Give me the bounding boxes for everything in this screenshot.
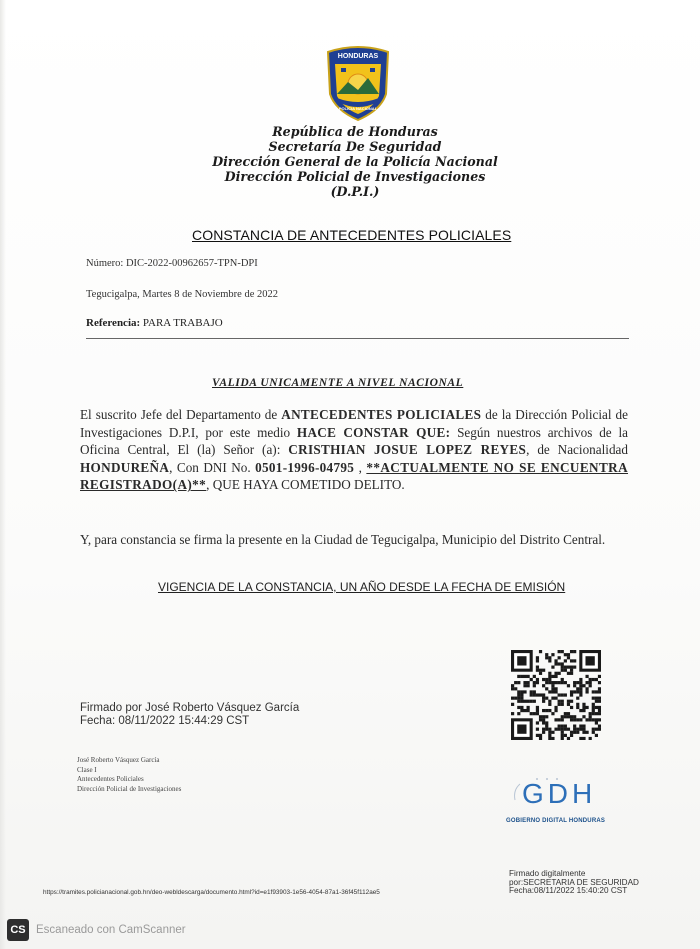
verification-url[interactable]: https://tramites.policianacional.gob.hn/deo-webldescarga/documento.html?id=e1f93903-1e56-4054-87a1-36f45f112ae5: [43, 889, 380, 896]
reference: [86, 317, 223, 329]
header-line-secretaria: Secretaría De Seguridad: [268, 139, 442, 154]
record-status: **ACTUALMENTE NO SE ENCUENTRA REGISTRADO(A)**: [80, 459, 629, 493]
badge-bottom-text: POLICIA NACIONAL: [338, 106, 378, 111]
institution-header: [200, 124, 510, 199]
document-number: Número: DIC-2022-00962657-TPN-DPI: [86, 258, 258, 269]
department-name: ANTECEDENTES POLICIALES: [281, 407, 482, 422]
signed-date: Fecha: 08/11/2022 15:44:29 CST: [80, 715, 250, 727]
body-text-3: Según nuestros archivos de la Oficina Central, El (la) Señor (a):: [80, 424, 628, 458]
document-title: CONSTANCIA DE ANTECEDENTES POLICIALES: [192, 227, 512, 243]
badge-top-text: HONDURAS: [337, 53, 379, 60]
city-date: Tegucigalpa, Martes 8 de Noviembre de 2022: [86, 289, 278, 300]
signatory-directorate: Dirección Policial de Investigaciones: [77, 784, 182, 793]
body-text-7: , QUE HAYA COMETIDO DELITO.: [206, 477, 405, 493]
body-text-2: de la Dirección Policial de Investigaciones D.P.I, por este medio: [80, 407, 628, 440]
closing-paragraph: Y, para constancia se firma la presente en la Ciudad de Tegucigalpa, Municipio del Distrito Central.: [80, 532, 606, 547]
digital-signature-line-2: por:SECRETARIA DE SEGURIDAD: [509, 877, 639, 887]
signatory-rank: Clase I: [77, 765, 97, 774]
header-line-direccion-general: Dirección General de la Policía Nacional: [212, 154, 498, 169]
gdh-logo-text: GDH: [522, 778, 597, 809]
gdh-subtitle: GOBIERNO DIGITAL HONDURAS: [506, 818, 606, 824]
signed-by-name: Firmado por José Roberto Vásquez García: [80, 702, 300, 714]
body-text-5: , Con DNI No.: [169, 459, 256, 475]
dni-number: 0501-1996-04795: [255, 459, 355, 475]
digital-signature-line-3: Fecha:08/11/2022 15:40:20 CST: [509, 886, 628, 895]
validity-scope: VALIDA UNICAMENTE A NIVEL NACIONAL: [212, 377, 464, 389]
digital-signature-line-1: Firmado digitalmente: [509, 869, 586, 878]
person-name: CRISTHIAN JOSUE LOPEZ REYES: [288, 442, 527, 458]
body-text-6: ,: [354, 459, 367, 475]
header-line-direccion-policial: Dirección Policial de Investigaciones: [224, 169, 486, 184]
camscanner-logo: CS: [7, 919, 29, 941]
body-text-1: El suscrito Jefe del Departamento de: [80, 407, 282, 422]
signed-by: [80, 702, 299, 728]
reference-value: PARA TRABAJO: [142, 317, 223, 329]
qr-code: [511, 650, 601, 740]
header-line-dpi: (D.P.I.): [330, 184, 380, 199]
signatory-department: Antecedentes Policiales: [77, 775, 144, 783]
divider-line: [86, 338, 629, 339]
certification-paragraph: [80, 406, 628, 494]
camscanner-watermark: Escaneado con CamScanner: [36, 924, 186, 936]
nationality: HONDUREÑA: [80, 459, 170, 475]
header-line-republic: República de Honduras: [272, 124, 438, 139]
body-text-4: , de Nacionalidad: [526, 442, 628, 458]
signatory-block: [77, 756, 181, 794]
reference-label: Referencia:: [86, 317, 141, 329]
hace-constar: HACE CONSTAR QUE:: [296, 424, 451, 440]
signatory-name: José Roberto Vásquez García: [77, 756, 160, 764]
page-edge-shadow: [0, 0, 6, 949]
validity-period: VIGENCIA DE LA CONSTANCIA, UN AÑO DESDE LA FECHA DE EMISIÓN: [158, 580, 566, 594]
police-badge-logo: [323, 44, 393, 122]
digital-signature: [509, 870, 639, 896]
